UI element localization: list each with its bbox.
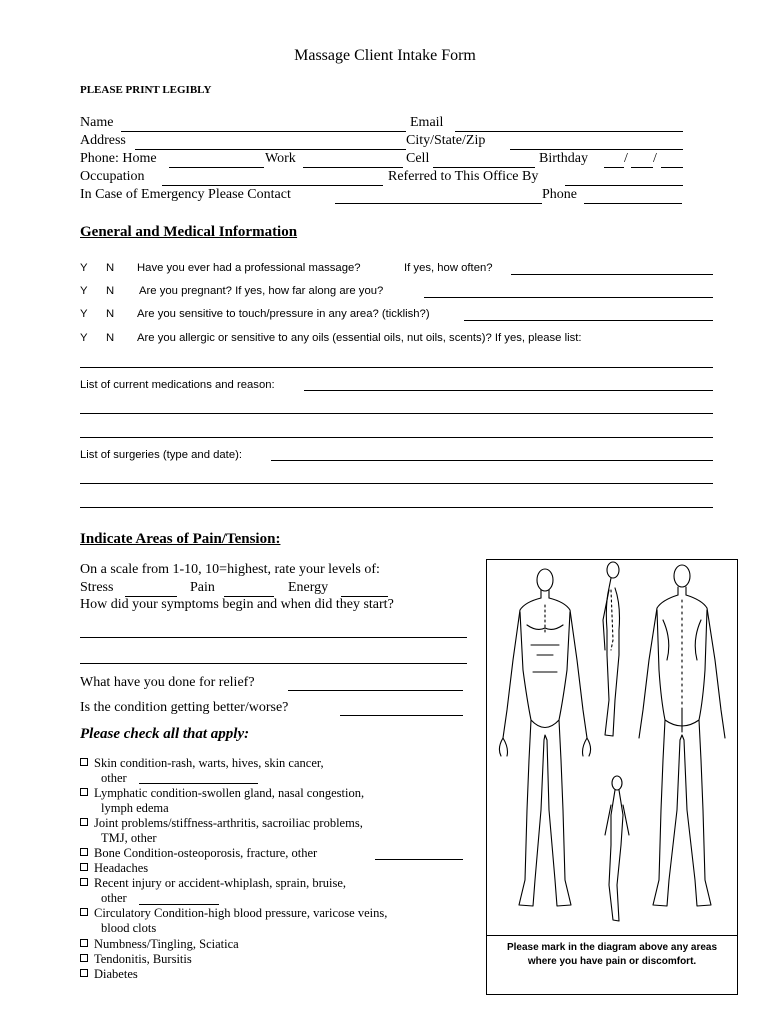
birthday-slash: / bbox=[624, 151, 628, 166]
checkbox[interactable] bbox=[80, 878, 88, 886]
city-state-zip-label: City/State/Zip bbox=[406, 133, 486, 148]
symptoms-field[interactable] bbox=[80, 637, 467, 638]
sensitivity-question: Are you sensitive to touch/pressure in any area? (ticklish?) bbox=[137, 308, 430, 320]
form-title: Massage Client Intake Form bbox=[294, 47, 476, 64]
cell-field[interactable] bbox=[433, 167, 535, 168]
checkbox[interactable] bbox=[80, 939, 88, 947]
body-diagram[interactable] bbox=[487, 560, 737, 936]
symptoms-field[interactable] bbox=[80, 663, 467, 664]
pregnancy-field[interactable] bbox=[424, 297, 713, 298]
surgeries-label: List of surgeries (type and date): bbox=[80, 449, 243, 461]
pain-label: Pain bbox=[190, 580, 215, 595]
small-side-figure bbox=[605, 776, 629, 921]
front-body-figure bbox=[499, 569, 590, 906]
emergency-phone-field[interactable] bbox=[584, 203, 682, 204]
checklist-item[interactable]: Numbness/Tingling, Sciatica bbox=[80, 937, 239, 952]
symptoms-question: How did your symptoms begin and when did they start? bbox=[80, 597, 394, 612]
surgeries-field[interactable] bbox=[80, 483, 713, 484]
cell-label: Cell bbox=[406, 151, 430, 166]
allergy-field[interactable] bbox=[80, 367, 713, 368]
phone-home-label: Phone: Home bbox=[80, 151, 157, 166]
birthday-label: Birthday bbox=[539, 151, 588, 166]
occupation-label: Occupation bbox=[80, 169, 145, 184]
pregnancy-question: Are you pregnant? If yes, how far along are you? bbox=[139, 285, 384, 297]
checkbox[interactable] bbox=[80, 848, 88, 856]
birthday-day-field[interactable] bbox=[631, 167, 653, 168]
yes-option[interactable]: Y bbox=[80, 285, 88, 297]
injury-other-field[interactable] bbox=[139, 904, 219, 905]
name-field[interactable] bbox=[121, 131, 406, 132]
checklist-item-continued: blood clots bbox=[101, 921, 157, 935]
checkbox[interactable] bbox=[80, 969, 88, 977]
sensitivity-field[interactable] bbox=[464, 320, 713, 321]
relief-field[interactable] bbox=[288, 690, 463, 691]
medications-field[interactable] bbox=[304, 390, 713, 391]
birthday-year-field[interactable] bbox=[661, 167, 683, 168]
checkbox[interactable] bbox=[80, 908, 88, 916]
massage-question: Have you ever had a professional massage? bbox=[137, 262, 361, 274]
checkbox[interactable] bbox=[80, 954, 88, 962]
print-legibly-note: PLEASE PRINT LEGIBLY bbox=[80, 84, 212, 96]
work-phone-field[interactable] bbox=[303, 167, 403, 168]
checkbox[interactable] bbox=[80, 818, 88, 826]
checklist-item[interactable]: Diabetes bbox=[80, 967, 138, 982]
email-label: Email bbox=[410, 115, 444, 130]
allergy-question: Are you allergic or sensitive to any oils (essential oils, nut oils, scents)? If yes, please list: bbox=[137, 332, 582, 344]
yes-option[interactable]: Y bbox=[80, 308, 88, 320]
bone-other-field[interactable] bbox=[375, 859, 463, 860]
medications-label: List of current medications and reason: bbox=[80, 379, 275, 391]
checklist-item-continued: lymph edema bbox=[101, 801, 169, 815]
pain-scale-text: On a scale from 1-10, 10=highest, rate your levels of: bbox=[80, 562, 380, 577]
yes-option[interactable]: Y bbox=[80, 332, 88, 344]
birthday-month-field[interactable] bbox=[604, 167, 624, 168]
checkbox[interactable] bbox=[80, 788, 88, 796]
side-body-figure bbox=[603, 562, 620, 736]
emergency-contact-label: In Case of Emergency Please Contact bbox=[80, 187, 291, 202]
stress-label: Stress bbox=[80, 580, 114, 595]
email-field[interactable] bbox=[455, 131, 683, 132]
checklist-item[interactable]: Lymphatic condition-swollen gland, nasal congestion, bbox=[80, 786, 364, 801]
massage-frequency-label: If yes, how often? bbox=[404, 262, 493, 274]
diagram-caption: Please mark in the diagram above any areas where you have pain or discomfort. bbox=[506, 942, 718, 967]
address-field[interactable] bbox=[135, 149, 406, 150]
checklist-item[interactable]: Joint problems/stiffness-arthritis, sacroiliac problems, bbox=[80, 816, 363, 831]
birthday-slash: / bbox=[653, 151, 657, 166]
back-body-figure bbox=[639, 565, 725, 906]
emergency-phone-label: Phone bbox=[542, 187, 577, 202]
checklist-item[interactable]: Recent injury or accident-whiplash, sprain, bruise, bbox=[80, 876, 346, 891]
no-option[interactable]: N bbox=[106, 308, 115, 320]
checklist-item-continued: TMJ, other bbox=[101, 831, 157, 845]
no-option[interactable]: N bbox=[106, 332, 115, 344]
referred-field[interactable] bbox=[565, 185, 683, 186]
work-label: Work bbox=[265, 151, 296, 166]
check-all-heading: Please check all that apply: bbox=[80, 726, 250, 742]
better-worse-question: Is the condition getting better/worse? bbox=[80, 700, 289, 715]
surgeries-field[interactable] bbox=[80, 507, 713, 508]
no-option[interactable]: N bbox=[106, 285, 115, 297]
medications-field[interactable] bbox=[80, 413, 713, 414]
phone-home-field[interactable] bbox=[169, 167, 264, 168]
name-label: Name bbox=[80, 115, 114, 130]
checklist-item[interactable]: Tendonitis, Bursitis bbox=[80, 952, 192, 967]
pain-tension-heading: Indicate Areas of Pain/Tension: bbox=[80, 531, 281, 547]
checkbox[interactable] bbox=[80, 758, 88, 766]
checklist-item-continued: other bbox=[101, 891, 127, 905]
city-state-zip-field[interactable] bbox=[510, 149, 683, 150]
checklist-item[interactable]: Circulatory Condition-high blood pressure, varicose veins, bbox=[80, 906, 387, 921]
no-option[interactable]: N bbox=[106, 262, 115, 274]
address-label: Address bbox=[80, 133, 126, 148]
checklist-item-continued: other bbox=[101, 771, 127, 785]
body-diagram-box bbox=[486, 559, 738, 995]
occupation-field[interactable] bbox=[162, 185, 383, 186]
better-worse-field[interactable] bbox=[340, 715, 463, 716]
massage-frequency-field[interactable] bbox=[511, 274, 713, 275]
energy-label: Energy bbox=[288, 580, 329, 595]
checklist-item[interactable]: Skin condition-rash, warts, hives, skin cancer, bbox=[80, 756, 324, 771]
medications-field[interactable] bbox=[80, 437, 713, 438]
skin-other-field[interactable] bbox=[139, 783, 258, 784]
checklist-item[interactable]: Headaches bbox=[80, 861, 148, 876]
surgeries-field[interactable] bbox=[271, 460, 713, 461]
checkbox[interactable] bbox=[80, 863, 88, 871]
general-medical-heading: General and Medical Information bbox=[80, 224, 298, 240]
yes-option[interactable]: Y bbox=[80, 262, 88, 274]
emergency-contact-field[interactable] bbox=[335, 203, 542, 204]
relief-question: What have you done for relief? bbox=[80, 675, 255, 690]
checklist-item[interactable]: Bone Condition-osteoporosis, fracture, other bbox=[80, 846, 317, 861]
referred-label: Referred to This Office By bbox=[388, 169, 539, 184]
